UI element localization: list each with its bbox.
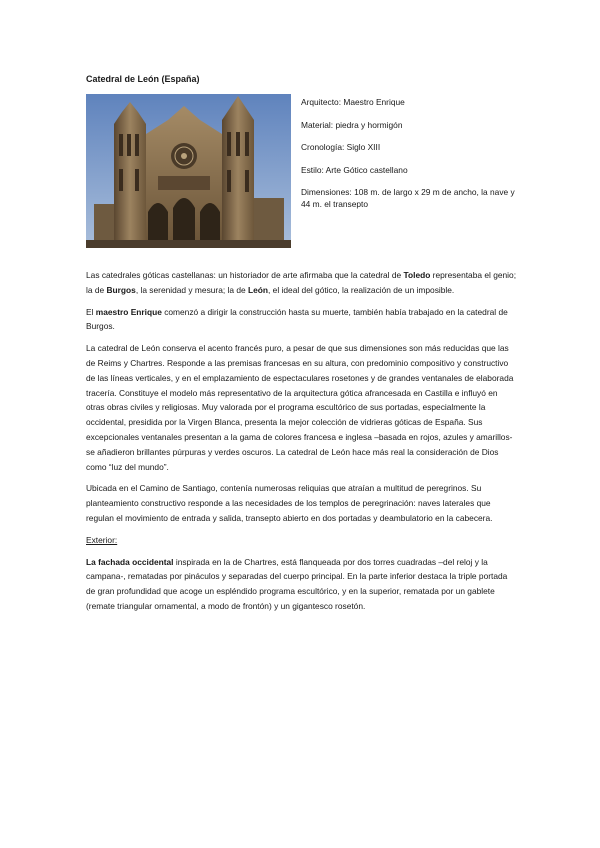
spec-architect: Arquitecto: Maestro Enrique (301, 97, 405, 107)
paragraph-facade (86, 555, 517, 614)
bold-toledo: Toledo (403, 270, 431, 280)
paragraph-french-style: La catedral de León conserva el acento francés puro, a pesar de que sus dimensiones son más reducidas que las de Reims y Chartres. Responde a las premisas francesas en su altura, con predominio compositivo y constructivo de las líneas verticales, y en el emplazamiento de espectaculares rosetones y de grandes ventanales de elaborada tracería. Constituye el modelo más representativo de la arquitectura gótica afrancesada en Castilla e influyó en otras obras civiles y religiosas. Muy valorada por el programa escultórico de sus portadas, especialmente la occidental, presidida por la Virgen Blanca, presenta la mejor colección de vidrieras góticas de España. Sus excepcionales ventanales presentan a la gama de colores francesa e inglesa –basada en rojos, azules y amarillos- se añadieron brillantes púrpuras y verdes oscuros. La catedral de León hace más real la consideración de Dios como “luz del mundo”. (86, 343, 514, 472)
paragraph-camino: Ubicada en el Camino de Santiago, contenía numerosas reliquias que atraían a multitud de peregrinos. Su planteamiento constructivo responde a las necesidades de los templos de peregrinación: naves laterales que regulan el movimiento de entrada y salida, transepto abierto en dos portadas y deambulatorio en la cabecera. (86, 483, 493, 523)
paragraph-maestro (86, 305, 517, 335)
bold-leon: León (248, 284, 269, 295)
section-heading-exterior: Exterior: (86, 534, 118, 545)
spec-dimensions: Dimensiones: 108 m. de largo x 29 m de ancho, la nave y 44 m. el transepto (301, 187, 515, 209)
document-title: Catedral de León (España) (86, 74, 200, 84)
specs-list (301, 96, 526, 221)
text-run: El (86, 306, 96, 317)
text-run: comenzó a dirigir la construcción hasta su muerte, también había trabajado en la catedral de Burgos. (86, 306, 508, 332)
spec-material: Material: piedra y hormigón (301, 119, 403, 130)
text-run: inspirada en la de Chartres, está flanqueada por dos torres cuadradas –del reloj y la campana-, rematadas por pináculos y separadas del cuerpo principal. En la parte inferior destaca la triple portada de gran profundidad que acoge un espléndido programa escultórico, y en la superior, rematada por un gablete (remate triangular ornamental, a modo de frontón) y un gigantesco rosetón. (86, 556, 508, 611)
text-run: , el ideal del gótico, la realización de un imposible. (268, 284, 455, 295)
text-run: Las catedrales góticas castellanas: un historiador de arte afirmaba que la catedral de (86, 270, 404, 280)
bold-maestro: maestro Enrique (95, 306, 162, 317)
paragraph-intro (86, 268, 517, 298)
spec-style: Estilo: Arte Gótico castellano (301, 164, 408, 175)
bold-facade: La fachada occidental (86, 556, 174, 567)
text-run: , la serenidad y mesura; la de (135, 284, 249, 295)
body-text (86, 268, 517, 621)
cathedral-photo (86, 94, 291, 248)
spec-chronology: Cronología: Siglo XIII (301, 142, 381, 152)
bold-burgos: Burgos (106, 284, 136, 295)
text-run: representaba el genio; la de (86, 270, 517, 295)
